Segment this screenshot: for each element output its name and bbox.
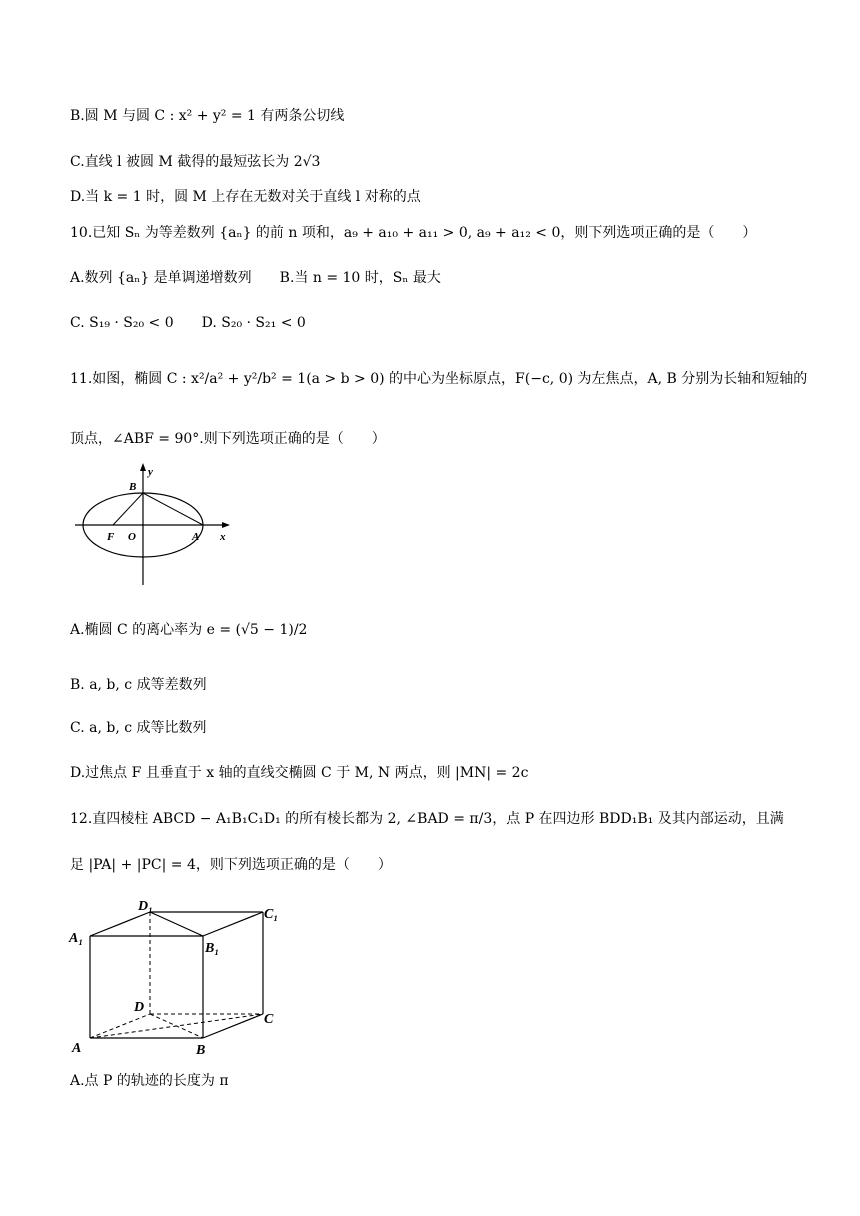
label-F: F [107, 531, 115, 543]
label-x: x [220, 531, 226, 543]
ellipse-figure [70, 460, 240, 590]
label-B: B [129, 481, 137, 493]
question-10-stem: 10.已知 Sₙ 为等差数列 {aₙ} 的前 n 项和，a₉ + a₁₀ + a₁₁ > 0, a₉ + a₁₂ < 0，则下列选项正确的是（ ） [70, 225, 757, 241]
option-d-q9: D.当 k = 1 时，圆 M 上存在无数对关于直线 l 对称的点 [70, 189, 421, 205]
question-11-stem-line1: 11.如图，椭圆 C : x²/a² + y²/b² = 1(a > b > 0) 的中心为坐标原点，F(−c, 0) 为左焦点，A, B 分别为长轴和短轴的 [70, 371, 808, 387]
ellipse-diagram [70, 460, 240, 590]
prism-figure [66, 892, 286, 1062]
prism-diagram [66, 892, 286, 1062]
question-10-options-cd: C. S₁₉ · S₂₀ < 0 D. S₂₀ · S₂₁ < 0 [70, 315, 306, 331]
label-D: D [134, 1000, 145, 1015]
label-A1: A₁ [69, 931, 84, 946]
label-C1: C₁ [264, 907, 279, 922]
label-B1: B₁ [205, 941, 220, 956]
label-C: C [264, 1012, 274, 1027]
label-y: y [148, 466, 153, 478]
option-a-q11: A.椭圆 C 的离心率为 e = (√5 − 1)/2 [70, 622, 308, 638]
question-12-stem-line1: 12.直四棱柱 ABCD − A₁B₁C₁D₁ 的所有棱长都为 2, ∠BAD = π/3，点 P 在四边形 BDD₁B₁ 及其内部运动，且满 [70, 811, 784, 827]
option-a-q12: A.点 P 的轨迹的长度为 π [70, 1073, 229, 1089]
option-b-q9: B.圆 M 与圆 C : x² + y² = 1 有两条公切线 [70, 108, 345, 124]
question-11-stem-line2: 顶点，∠ABF = 90°.则下列选项正确的是（ ） [70, 431, 386, 447]
question-10-options-ab: A.数列 {aₙ} 是单调递增数列 B.当 n = 10 时，Sₙ 最大 [70, 270, 441, 286]
option-c-q9: C.直线 l 被圆 M 截得的最短弦长为 2√3 [70, 154, 321, 170]
label-D1: D₁ [138, 899, 153, 914]
label-A: A [72, 1041, 82, 1056]
option-c-q11: C. a, b, c 成等比数列 [70, 720, 207, 736]
label-A: A [192, 531, 200, 543]
option-b-q11: B. a, b, c 成等差数列 [70, 677, 207, 693]
label-B: B [196, 1043, 206, 1058]
question-12-stem-line2: 足 |PA| + |PC| = 4，则下列选项正确的是（ ） [70, 857, 392, 873]
label-O: O [128, 531, 136, 543]
option-d-q11: D.过焦点 F 且垂直于 x 轴的直线交椭圆 C 于 M, N 两点，则 |MN| = 2c [70, 765, 529, 781]
